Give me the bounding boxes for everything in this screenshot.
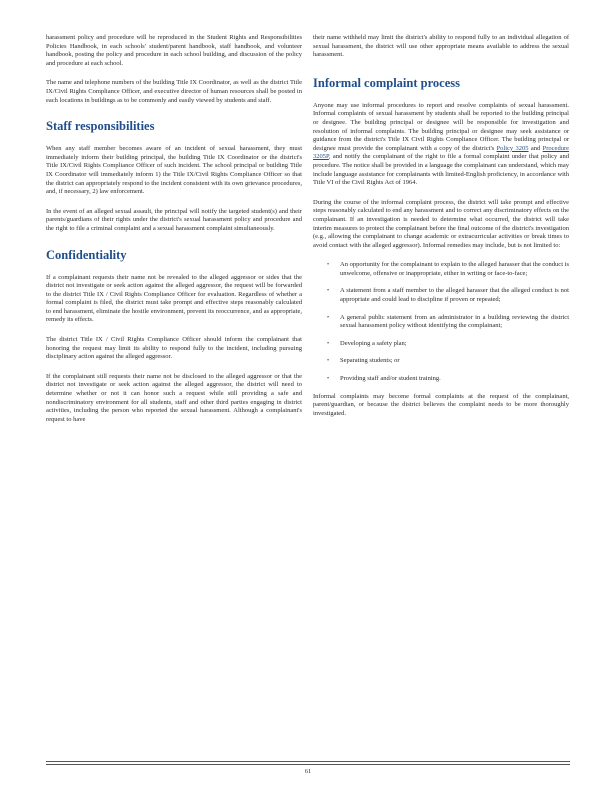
paragraph-staff-reporting: When any staff member becomes aware of an incident of sexual harassment, they must immediately inform their building principal, the building Title IX Coordinator or the district's Title IX/Civil Rights Compliance Officer of such incident. The school principal or building Title IX Coordinator will immediately inform 1) the Title IX/Civil Rights Compliance Officer so that the district can appropriately respond to the incident consistent with its own grievance procedures, and, if necessary, 2) law enforcement. [46, 145, 302, 196]
paragraph-contact-posting: The name and telephone numbers of the building Title IX Coordinator, as well as the district Title IX/Civil Rights Compliance Officer, and executive director of human resources shall be posted in each locations in buildings as to be commonly and easily viewed by students and staff. [46, 79, 302, 104]
paragraph-interim-measures: During the course of the informal complaint process, the district will take prompt and effective steps reasonably calculated to end any harassment and to correct any discriminatory effects on the complainant. If an investigation is needed to determine what occurred, the district will take interim measures to protect the complainant before the final outcome of the district's investigation (e.g., allowing the complainant to change academic or extracurricular activities or break times to avoid contact with the alleged aggressor). Informal remedies may include, but is not limited to: [313, 198, 569, 249]
text-segment: Anyone may use informal procedures to report and resolve complaints of sexual harassment. Informal complaints of sexual harassment by students shall be reported to the building principal or designee. The building principal or designee will be responsible for investigation and resolution of informal complaints. The building principal or designee may seek assistance or guidance from the district's Title IX Civil Rights Compliance Officer. The building principal or designee must provide the complainant with a copy of the district's [313, 101, 569, 152]
bullet-icon: • [327, 340, 330, 347]
bullet-icon: • [327, 262, 330, 269]
list-item [313, 287, 569, 304]
right-column [313, 34, 569, 429]
list-item-text: Developing a safety plan; [340, 339, 407, 347]
footer-divider [46, 761, 570, 762]
text-segment: , and notify the complainant of the right to file a formal complaint under that policy and procedure. The notice shall be provided in a language the complainant can understand, which may include language assistance for complainants with limited-English proficiency, in accordance with Title VI of the Civil Rights Act of 1964. [313, 153, 569, 187]
footer-divider [46, 764, 570, 765]
heading-staff-responsibilities: Staff responsibilities [46, 119, 155, 134]
page-number: 61 [304, 768, 312, 775]
list-item-text: A statement from a staff member to the alleged harasser that the alleged conduct is not appropriate and could lead to discipline if proven or repeated; [340, 287, 569, 304]
paragraph-continued: their name withheld may limit the district's ability to respond fully to an individual allegation of sexual harassment, the district will use other appropriate means available to address the sexual harassment. [313, 34, 569, 59]
left-column [46, 34, 302, 435]
list-item [313, 375, 569, 384]
paragraph-informal-to-formal: Informal complaints may become formal complaints at the request of the complainant, parent/guardian, or because the district believes the complaint needs to be more thoroughly investigated. [313, 392, 569, 417]
heading-informal-complaint-process: Informal complaint process [313, 75, 460, 90]
list-item [313, 314, 569, 331]
informal-remedies-list [313, 261, 569, 383]
list-item [313, 357, 569, 366]
text-segment: and [528, 144, 543, 152]
list-item-text: An opportunity for the complainant to explain to the alleged harasser that the conduct is unwelcome, offensive or inappropriate, either in writing or face-to-face; [340, 261, 569, 277]
paragraph-informal-procedures [313, 102, 569, 188]
list-item [313, 261, 569, 278]
bullet-icon: • [327, 314, 330, 321]
policy-3205-link[interactable]: Policy 3205 [496, 144, 529, 152]
procedure-3205p-link[interactable]: Procedure 3205P [313, 144, 569, 161]
paragraph-policy-distribution: harassment policy and procedure will be reproduced in the Student Rights and Responsibilities Policies Handbook, in each schools' student/parent handbook, staff handbook, and volunteer handbook, posting the policy and procedure in each school building, and discussion of the policy and procedure at each school. [46, 34, 302, 67]
paragraph-name-withheld-request: If a complainant requests their name not be revealed to the alleged aggressor or sides that the district not investigate or seek action against the alleged aggressor, the request will be forwarded to the district Title IX / Civil Rights Compliance Officer for evaluation. Regardless of whether a formal complaint is filed, the district must take prompt and effective steps reasonably calculated to end harassment, eliminate the hostile environment, prevent its reoccurrence, and as appropriate, remedy its effects. [46, 273, 302, 324]
list-item-text: A general public statement from an administrator in a building reviewing the district sexual harassment policy without identifying the complainant; [340, 313, 569, 330]
paragraph-inform-complainant: The district Title IX / Civil Rights Compliance Officer should inform the complainant that honoring the request may limit its ability to respond fully to the incident, including pursuing disciplinary action against the alleged aggressor. [46, 336, 302, 361]
heading-confidentiality: Confidentiality [46, 247, 127, 262]
bullet-icon: • [327, 358, 330, 365]
bullet-icon: • [327, 376, 330, 383]
paragraph-still-requests: If the complainant still requests their name not be disclosed to the alleged aggressor or that the district not investigate or seek action against the alleged aggressor, the district will need to determine whether or not it can honor such a request while still providing a safe and nondiscriminatory environment for all students, staff and other third parties engaging in district activities, including the person who reported the sexual harassment. Although a complainant's request to have [46, 372, 302, 423]
list-item [313, 340, 569, 349]
list-item-text: Separating students; or [340, 357, 400, 365]
paragraph-sexual-assault: In the event of an alleged sexual assault, the principal will notify the targeted student(s) and their parents/guardians of their rights under the district's sexual harassment policy and procedure and the right to file a criminal complaint and a sexual harassment complaint simultaneously. [46, 207, 302, 232]
list-item-text: Providing staff and/or student training. [340, 375, 441, 383]
bullet-icon: • [327, 288, 330, 295]
